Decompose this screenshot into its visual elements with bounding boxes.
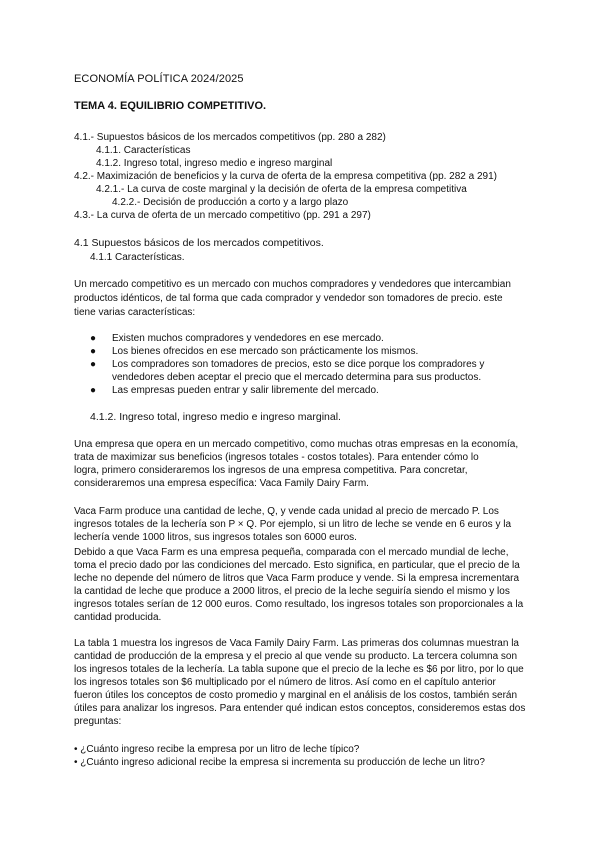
paragraph-line: ingresos totales de la lechería son P × Q. Por ejemplo, si un litro de leche se vende en 6 euros y la xyxy=(74,519,512,530)
paragraph-line: la cantidad de leche que produce a 2000 litros, el precio de la leche seguiría siendo el mismo y los xyxy=(74,586,510,597)
bullet-marker: ● xyxy=(90,346,97,357)
paragraph-line: productos idénticos, de tal forma que cada comprador y vendedor son tomadores de precio. este xyxy=(74,293,503,304)
paragraph-line: útiles para analizar los ingresos. Para entender qué indican estos conceptos, consideremos estas dos xyxy=(74,703,526,714)
bullet-marker: ● xyxy=(90,385,97,396)
question-item: • ¿Cuánto ingreso recibe la empresa por un litro de leche típico? xyxy=(74,744,360,755)
subsection-heading: 4.1.1 Características. xyxy=(90,252,185,263)
question-item: • ¿Cuánto ingreso adicional recibe la empresa si incrementa su producción de leche un litro? xyxy=(74,757,485,768)
paragraph-line: logra, primero consideraremos los ingresos de una empresa competitiva. Para concretar, xyxy=(74,465,468,476)
topic-title: TEMA 4. EQUILIBRIO COMPETITIVO. xyxy=(74,100,267,112)
toc-item: 4.1.- Supuestos básicos de los mercados competitivos (pp. 280 a 282) xyxy=(74,132,386,143)
list-item: Los bienes ofrecidos en ese mercado son prácticamente los mismos. xyxy=(112,346,419,357)
paragraph-line: trata de maximizar sus beneficios (ingresos totales - costos totales). Para entender cómo lo xyxy=(74,452,479,463)
list-item: Las empresas pueden entrar y salir libremente del mercado. xyxy=(112,385,379,396)
paragraph-line: lechería vende 1000 litros, sus ingresos totales son 6000 euros. xyxy=(74,532,357,543)
bullet-marker: ● xyxy=(90,359,97,370)
bullet-marker: ● xyxy=(90,333,97,344)
toc-item: 4.2.- Maximización de beneficios y la curva de oferta de la empresa competitiva (pp. 282 a 291) xyxy=(74,171,497,182)
toc-item: 4.1.1. Características xyxy=(96,145,191,156)
toc-item: 4.1.2. Ingreso total, ingreso medio e ingreso marginal xyxy=(96,158,333,169)
paragraph-line: toma el precio dado por las condiciones del mercado. Esto significa, en particular, que el precio de la xyxy=(74,560,520,571)
list-item: vendedores deben aceptar el precio que el mercado determina para sus productos. xyxy=(112,372,482,383)
paragraph-line: Vaca Farm produce una cantidad de leche, Q, y vende cada unidad al precio de mercado P. Los xyxy=(74,506,499,517)
course-title: ECONOMÍA POLÍTICA 2024/2025 xyxy=(74,73,244,85)
subsection-heading: 4.1.2. Ingreso total, ingreso medio e ingreso marginal. xyxy=(90,411,341,423)
paragraph-line: ingresos totales serían de 12 000 euros. Como resultado, los ingresos totales son proporcionales a la xyxy=(74,599,524,610)
paragraph-line: los ingresos totales son $6 multiplicado por el número de litros. Así como en el capítulo anterior xyxy=(74,677,496,688)
toc-item: 4.2.2.- Decisión de producción a corto y a largo plazo xyxy=(112,197,349,208)
paragraph-line: leche no depende del número de litros que Vaca Farm produce y vende. Si la empresa incrementara xyxy=(74,573,520,584)
toc-item: 4.2.1.- La curva de coste marginal y la decisión de oferta de la empresa competitiva xyxy=(96,184,467,195)
paragraph-line: La tabla 1 muestra los ingresos de Vaca Family Dairy Farm. Las primeras dos columnas muestran la xyxy=(74,638,519,649)
paragraph-line: Un mercado competitivo es un mercado con muchos compradores y vendedores que intercambian xyxy=(74,279,511,290)
paragraph-line: Debido a que Vaca Farm es una empresa pequeña, comparada con el mercado mundial de leche, xyxy=(74,547,509,558)
list-item: Los compradores son tomadores de precios, esto se dice porque los compradores y xyxy=(112,359,485,370)
paragraph-line: preguntas: xyxy=(74,716,122,727)
toc-item: 4.3.- La curva de oferta de un mercado competitivo (pp. 291 a 297) xyxy=(74,210,371,221)
list-item: Existen muchos compradores y vendedores en ese mercado. xyxy=(112,333,384,344)
section-heading: 4.1 Supuestos básicos de los mercados competitivos. xyxy=(74,237,324,249)
paragraph-line: tiene varias características: xyxy=(74,307,196,318)
paragraph-line: cantidad producida. xyxy=(74,612,162,623)
paragraph-line: los ingresos totales de la lechería. La tabla supone que el precio de la leche es $6 por litro, por lo que xyxy=(74,664,524,675)
paragraph-line: Una empresa que opera en un mercado competitivo, como muchas otras empresas en la economía, xyxy=(74,439,519,450)
paragraph-line: fueron útiles los conceptos de costo promedio y marginal en el análisis de los costos, también serán xyxy=(74,690,518,701)
paragraph-line: consideraremos una empresa específica: Vaca Family Dairy Farm. xyxy=(74,478,369,489)
paragraph-line: cantidad de producción de la empresa y el precio al que vende su producto. La tercera columna son xyxy=(74,651,518,662)
